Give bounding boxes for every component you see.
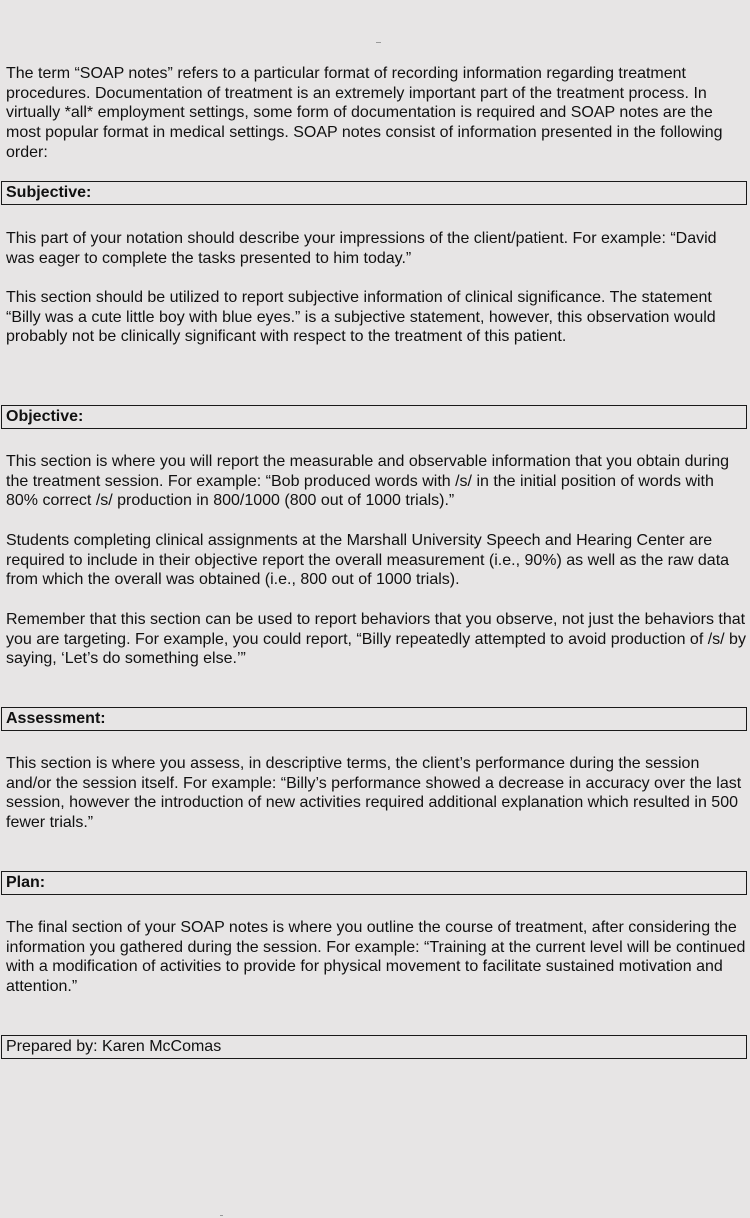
scan-speck — [376, 42, 381, 43]
assessment-paragraph-1: This section is where you assess, in descriptive terms, the client’s performance during the session and/or the session itself. For example: “Billy’s performance showed a decrease in accuracy over the last session, however the introduction of new activities required additional explanation which resulted in 500 fewer trials.” — [6, 755, 742, 832]
objective-heading: Objective: — [1, 405, 747, 429]
subjective-heading: Subjective: — [1, 181, 747, 205]
plan-heading: Plan: — [1, 871, 747, 895]
subjective-paragraph-1: This part of your notation should describe your impressions of the client/patient. For example: “David was eager to complete the tasks presented to him today.” — [6, 230, 717, 267]
plan-paragraph-1: The final section of your SOAP notes is where you outline the course of treatment, after considering the information you gathered during the session. For example: “Training at the current level will be continued with a modification of activities to provide for physical movement to facilitate sustained motivation and attention.” — [6, 919, 746, 996]
scan-speck — [220, 1215, 223, 1216]
intro-paragraph: The term “SOAP notes” refers to a particular format of recording information regarding treatment procedures. Documentation of treatment is an extremely important part of the treatment process. In virtually *all* employment settings, some form of documentation is required and SOAP notes are the most popular format in medical settings. SOAP notes consist of information presented in the following order: — [6, 65, 723, 161]
objective-paragraph-2: Students completing clinical assignments at the Marshall University Speech and Hearing Center are required to include in their objective report the overall measurement (i.e., 90%) as well as the raw data from which the overall was obtained (i.e., 800 out of 1000 trials). — [6, 532, 730, 589]
objective-paragraph-1: This section is where you will report the measurable and observable information that you obtain during the treatment session. For example: “Bob produced words with /s/ in the initial position of words with 80% correct /s/ production in 800/1000 (800 out of 1000 trials).” — [6, 453, 730, 510]
subjective-paragraph-2: This section should be utilized to report subjective information of clinical significance. The statement “Billy was a cute little boy with blue eyes.” is a subjective statement, however, this observation would probably not be clinically significant with respect to the treatment of this patient. — [6, 289, 716, 346]
assessment-heading: Assessment: — [1, 707, 747, 731]
prepared-by-box: Prepared by: Karen McComas — [1, 1035, 747, 1059]
objective-paragraph-3: Remember that this section can be used to report behaviors that you observe, not just the behaviors that you are targeting. For example, you could report, “Billy repeatedly attempted to avoid production of /s/ by saying, ‘Let’s do something else.’” — [6, 611, 746, 668]
